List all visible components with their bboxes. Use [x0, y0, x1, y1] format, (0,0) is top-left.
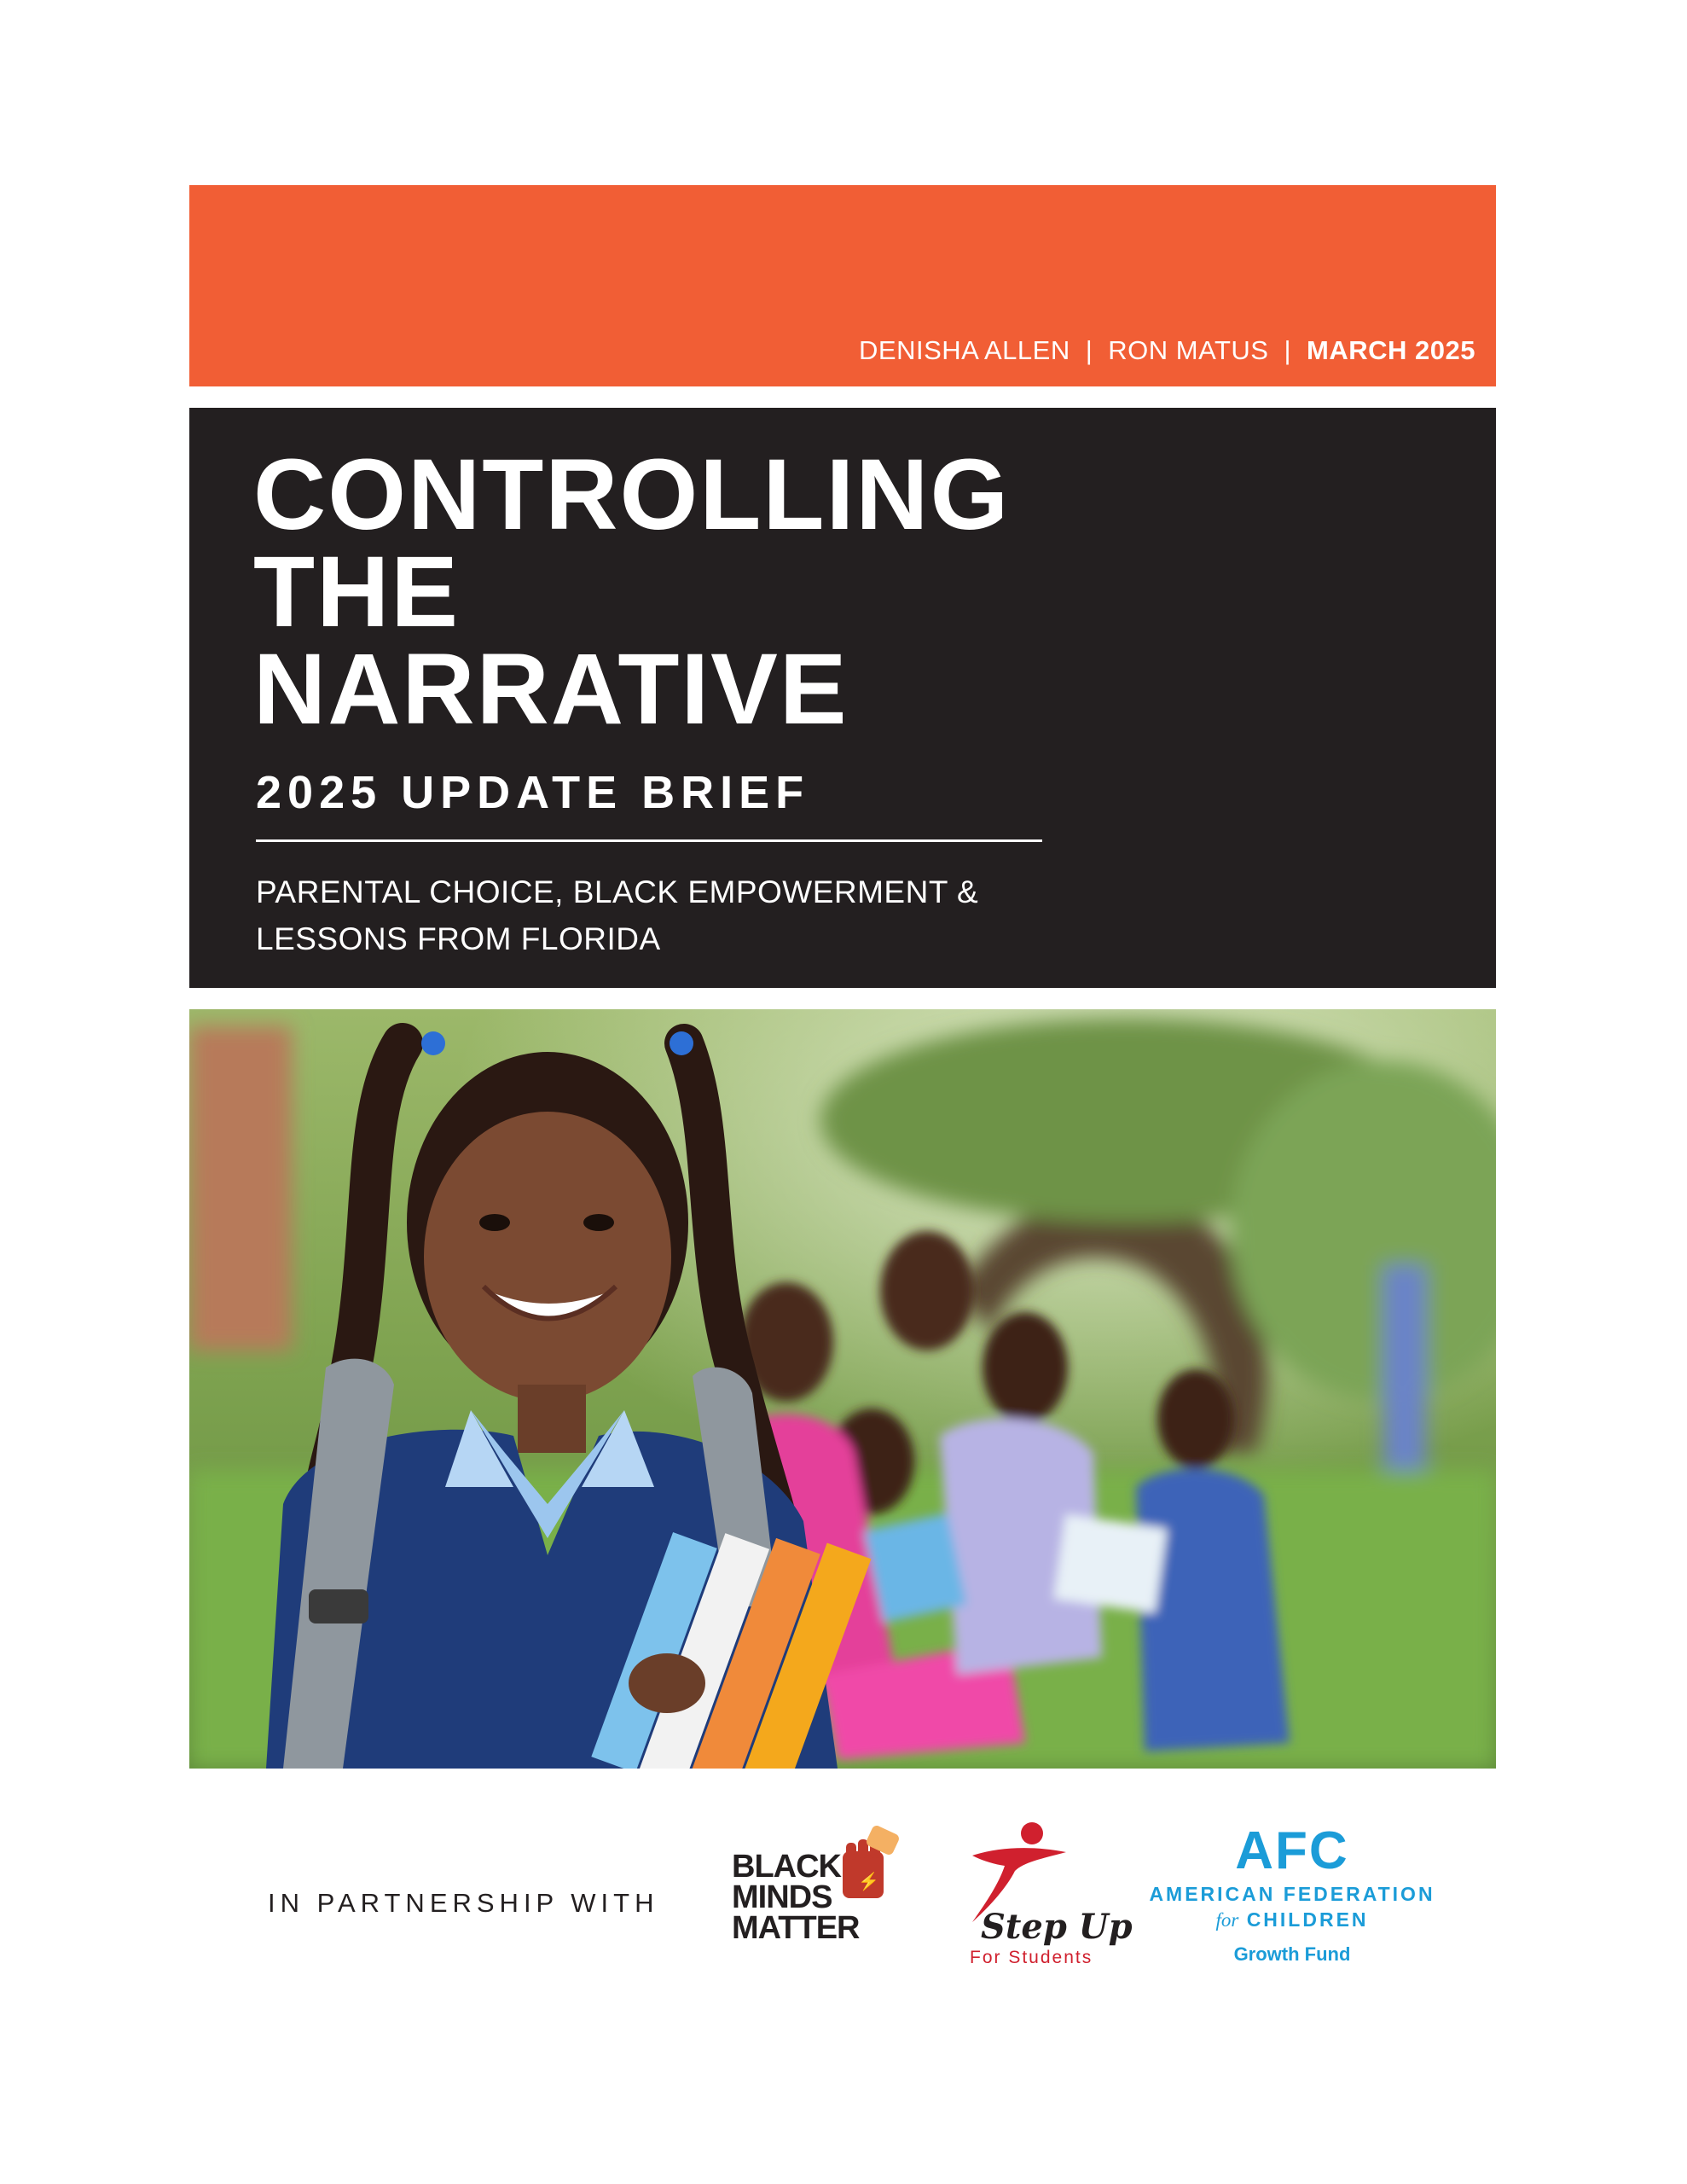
photo-illustration — [189, 1009, 1496, 1769]
afc-name-line2 — [1147, 1907, 1437, 1933]
step-up-for-students-logo — [951, 1821, 1133, 1975]
afc-growth-fund-logo — [1147, 1821, 1437, 1984]
raised-fist-icon — [834, 1826, 902, 1902]
afc-name-line1: AMERICAN FEDERATION — [1149, 1883, 1435, 1905]
afc-for: for — [1215, 1909, 1239, 1931]
title-divider — [256, 839, 1042, 842]
title-block — [189, 408, 1496, 988]
byline-separator: | — [1284, 335, 1292, 365]
step-up-wordmark: Step Up — [981, 1907, 1133, 1947]
byline-band — [189, 185, 1496, 386]
report-tagline: PARENTAL CHOICE, BLACK EMPOWERMENT & LESSONS FROM FLORIDA — [256, 874, 979, 956]
partners-label: IN PARTNERSHIP WITH — [268, 1888, 659, 1918]
report-subtitle: 2025 UPDATE BRIEF — [256, 767, 810, 818]
afc-children: CHILDREN — [1246, 1908, 1369, 1931]
cover-photo — [189, 1009, 1496, 1769]
author-name: DENISHA ALLEN — [859, 335, 1070, 365]
bmm-wordmark: BLACK MINDS MATTER — [732, 1849, 860, 1946]
author-name: RON MATUS — [1108, 335, 1269, 365]
byline — [859, 335, 1475, 366]
byline-separator: | — [1085, 335, 1093, 365]
step-up-tagline: For Students — [970, 1948, 1093, 1967]
report-title: CONTROLLING THE NARRATIVE — [253, 439, 1011, 746]
black-minds-matter-logo — [732, 1826, 911, 1954]
afc-abbreviation: AFC — [1235, 1821, 1349, 1880]
publication-date: MARCH 2025 — [1307, 335, 1475, 365]
svg-text:⚡: ⚡ — [858, 1873, 879, 1891]
afc-growth-fund: Growth Fund — [1233, 1943, 1351, 1965]
